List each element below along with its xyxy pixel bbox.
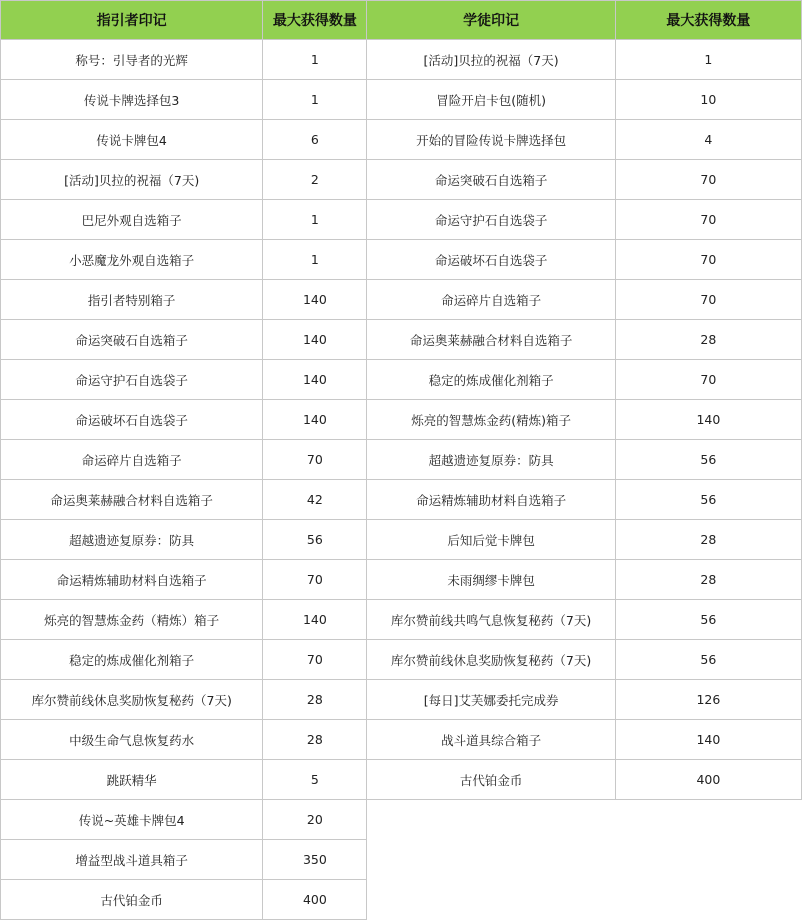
apprentice-qty-cell: 126	[615, 680, 801, 720]
table-row	[1, 480, 802, 520]
apprentice-item-cell: 稳定的炼成催化剂箱子	[367, 360, 615, 400]
empty-cell	[615, 800, 801, 840]
table-row	[1, 640, 802, 680]
table-row	[1, 280, 802, 320]
table-row	[1, 160, 802, 200]
table-row	[1, 680, 802, 720]
apprentice-item-cell: [每日]艾芙娜委托完成券	[367, 680, 615, 720]
empty-cell	[615, 880, 801, 920]
apprentice-item-cell: 库尔赞前线休息奖励恢复秘药（7天)	[367, 640, 615, 680]
guide-qty-cell: 1	[263, 240, 367, 280]
table-row	[1, 760, 802, 800]
guide-qty-cell: 70	[263, 640, 367, 680]
table-row	[1, 400, 802, 440]
apprentice-qty-cell: 56	[615, 480, 801, 520]
guide-item-cell: 命运守护石自选袋子	[1, 360, 263, 400]
apprentice-qty-cell: 28	[615, 560, 801, 600]
apprentice-item-cell: [活动]贝拉的祝福（7天)	[367, 40, 615, 80]
guide-qty-cell: 140	[263, 360, 367, 400]
table-row	[1, 880, 802, 920]
apprentice-qty-cell: 140	[615, 720, 801, 760]
apprentice-qty-cell: 56	[615, 640, 801, 680]
guide-item-cell: 传说卡牌包4	[1, 120, 263, 160]
table-row	[1, 840, 802, 880]
apprentice-qty-cell: 4	[615, 120, 801, 160]
apprentice-qty-cell: 400	[615, 760, 801, 800]
guide-item-cell: 称号：引导者的光辉	[1, 40, 263, 80]
table-row	[1, 560, 802, 600]
table-row	[1, 320, 802, 360]
apprentice-item-cell: 超越遗迹复原券：防具	[367, 440, 615, 480]
apprentice-qty-cell: 70	[615, 360, 801, 400]
header-guide-max-qty: 最大获得数量	[263, 1, 367, 40]
apprentice-item-cell: 命运碎片自选箱子	[367, 280, 615, 320]
header-apprentice-mark: 学徒印记	[367, 1, 615, 40]
apprentice-item-cell: 战斗道具综合箱子	[367, 720, 615, 760]
header-guide-mark: 指引者印记	[1, 1, 263, 40]
guide-qty-cell: 140	[263, 320, 367, 360]
table-row	[1, 240, 802, 280]
apprentice-qty-cell: 70	[615, 160, 801, 200]
apprentice-qty-cell: 1	[615, 40, 801, 80]
apprentice-item-cell: 命运突破石自选箱子	[367, 160, 615, 200]
apprentice-qty-cell: 56	[615, 440, 801, 480]
guide-qty-cell: 140	[263, 400, 367, 440]
apprentice-item-cell: 古代铂金币	[367, 760, 615, 800]
apprentice-item-cell: 命运破坏石自选袋子	[367, 240, 615, 280]
guide-item-cell: 中级生命气息恢复药水	[1, 720, 263, 760]
guide-item-cell: 巴尼外观自选箱子	[1, 200, 263, 240]
guide-item-cell: 命运奥莱赫融合材料自选箱子	[1, 480, 263, 520]
apprentice-qty-cell: 70	[615, 240, 801, 280]
apprentice-item-cell: 库尔赞前线共鸣气息恢复秘药（7天)	[367, 600, 615, 640]
guide-qty-cell: 70	[263, 440, 367, 480]
empty-cell	[615, 840, 801, 880]
guide-item-cell: 稳定的炼成催化剂箱子	[1, 640, 263, 680]
table-row	[1, 440, 802, 480]
guide-qty-cell: 20	[263, 800, 367, 840]
guide-qty-cell: 140	[263, 280, 367, 320]
apprentice-item-cell: 命运守护石自选袋子	[367, 200, 615, 240]
guide-qty-cell: 56	[263, 520, 367, 560]
apprentice-qty-cell: 140	[615, 400, 801, 440]
apprentice-item-cell: 开始的冒险传说卡牌选择包	[367, 120, 615, 160]
guide-item-cell: 命运破坏石自选袋子	[1, 400, 263, 440]
guide-item-cell: 命运突破石自选箱子	[1, 320, 263, 360]
guide-item-cell: 烁亮的智慧炼金药（精炼）箱子	[1, 600, 263, 640]
apprentice-qty-cell: 70	[615, 280, 801, 320]
apprentice-item-cell: 未雨绸缪卡牌包	[367, 560, 615, 600]
guide-item-cell: 传说卡牌选择包3	[1, 80, 263, 120]
guide-qty-cell: 1	[263, 80, 367, 120]
apprentice-qty-cell: 28	[615, 520, 801, 560]
table-row	[1, 600, 802, 640]
apprentice-qty-cell: 28	[615, 320, 801, 360]
guide-qty-cell: 70	[263, 560, 367, 600]
guide-qty-cell: 350	[263, 840, 367, 880]
guide-item-cell: 古代铂金币	[1, 880, 263, 920]
guide-item-cell: [活动]贝拉的祝福（7天)	[1, 160, 263, 200]
empty-cell	[367, 840, 615, 880]
table-row	[1, 80, 802, 120]
guide-qty-cell: 28	[263, 720, 367, 760]
apprentice-item-cell: 烁亮的智慧炼金药(精炼)箱子	[367, 400, 615, 440]
empty-cell	[367, 880, 615, 920]
guide-item-cell: 增益型战斗道具箱子	[1, 840, 263, 880]
apprentice-qty-cell: 56	[615, 600, 801, 640]
guide-qty-cell: 400	[263, 880, 367, 920]
guide-item-cell: 传说~英雄卡牌包4	[1, 800, 263, 840]
guide-qty-cell: 140	[263, 600, 367, 640]
header-row	[1, 1, 802, 40]
guide-qty-cell: 1	[263, 200, 367, 240]
empty-cell	[367, 800, 615, 840]
guide-item-cell: 命运精炼辅助材料自选箱子	[1, 560, 263, 600]
guide-qty-cell: 2	[263, 160, 367, 200]
guide-qty-cell: 28	[263, 680, 367, 720]
guide-item-cell: 超越遗迹复原券：防具	[1, 520, 263, 560]
guide-qty-cell: 6	[263, 120, 367, 160]
header-apprentice-max-qty: 最大获得数量	[615, 1, 801, 40]
table-body	[1, 40, 802, 920]
table-row	[1, 120, 802, 160]
guide-item-cell: 指引者特别箱子	[1, 280, 263, 320]
apprentice-qty-cell: 10	[615, 80, 801, 120]
apprentice-item-cell: 命运精炼辅助材料自选箱子	[367, 480, 615, 520]
guide-qty-cell: 5	[263, 760, 367, 800]
apprentice-qty-cell: 70	[615, 200, 801, 240]
table-row	[1, 720, 802, 760]
guide-qty-cell: 1	[263, 40, 367, 80]
table-row	[1, 800, 802, 840]
apprentice-item-cell: 后知后觉卡牌包	[367, 520, 615, 560]
apprentice-item-cell: 冒险开启卡包(随机)	[367, 80, 615, 120]
guide-qty-cell: 42	[263, 480, 367, 520]
guide-item-cell: 跳跃精华	[1, 760, 263, 800]
guide-item-cell: 命运碎片自选箱子	[1, 440, 263, 480]
table-row	[1, 200, 802, 240]
guide-item-cell: 小恶魔龙外观自选箱子	[1, 240, 263, 280]
guide-item-cell: 库尔赞前线休息奖励恢复秘药（7天)	[1, 680, 263, 720]
apprentice-item-cell: 命运奥莱赫融合材料自选箱子	[367, 320, 615, 360]
table-row	[1, 360, 802, 400]
table-row	[1, 520, 802, 560]
table-row	[1, 40, 802, 80]
